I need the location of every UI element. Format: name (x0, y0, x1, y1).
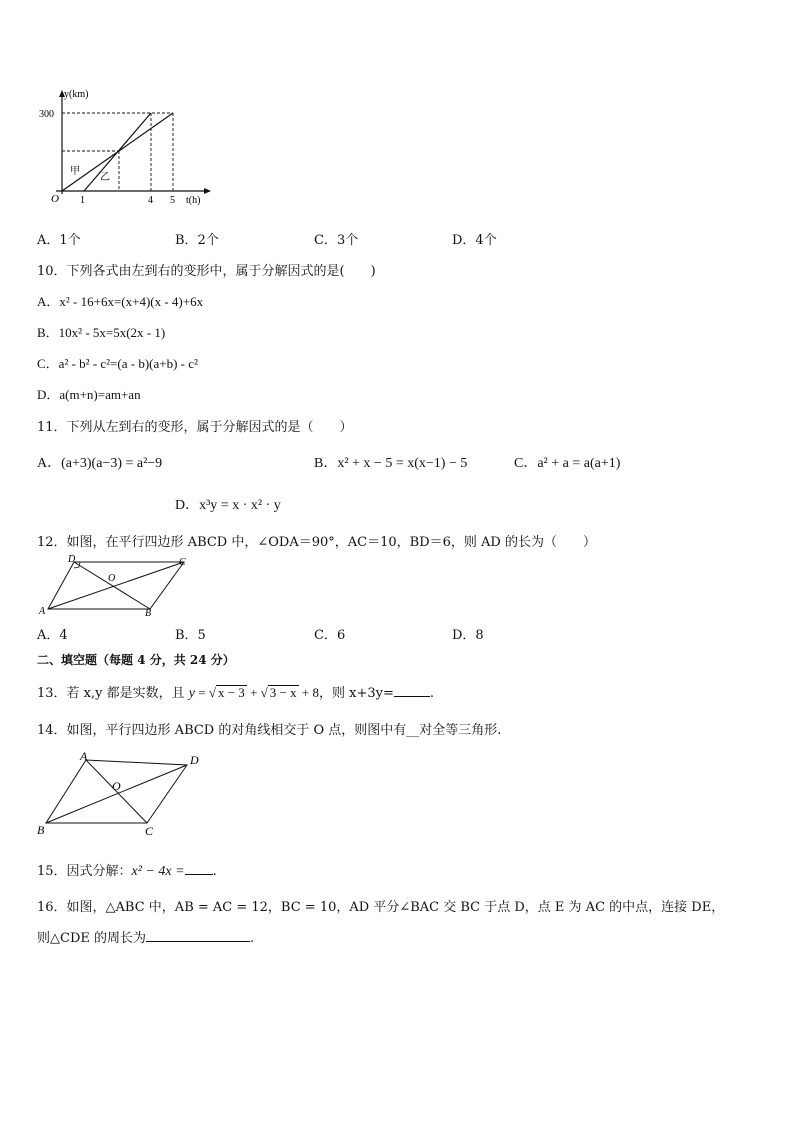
y-tick-300: 300 (39, 109, 54, 120)
line-yi (84, 113, 151, 191)
q12-parallelogram-figure (34, 552, 194, 618)
q11-stem: 11．下列从左到右的变形，属于分解因式的是（ ） (37, 420, 353, 435)
q13: 13．若 x,y 都是实数，且 y = √ x − 3 + √ 3 − x + 8，则 x+3y= . (37, 685, 434, 701)
q10-option-b: B．10x² - 5x=5x(2x - 1) (37, 325, 166, 340)
x-tick-1: 1 (80, 195, 85, 206)
q13-plus: + (246, 685, 261, 700)
q10-option-a: A．x² - 16+6x=(x+4)(x - 4)+6x (37, 294, 204, 309)
q16-line-1: 16．如图，△ABC 中，AB = AC = 12，BC = 10，AD 平分∠BAC 交 BC 于点 D，点 E 为 AC 的中点，连接 DE， (37, 900, 725, 915)
q13-prefix: 13．若 x,y 都是实数，且 (37, 686, 185, 701)
label-jia: 甲 (70, 166, 80, 177)
q9-option-a: A．1个 (37, 233, 81, 248)
q9-option-c: C．3个 (314, 233, 359, 248)
q15-end: . (212, 864, 217, 879)
q9-option-b: B．2个 (175, 233, 219, 248)
q16-answer-blank[interactable] (146, 930, 250, 942)
label-yi: 乙 (100, 172, 110, 183)
q11-option-c: C．a² + a = a(a+1) (514, 456, 621, 471)
distance-time-graph (36, 86, 216, 206)
q12-label-o: O (108, 573, 116, 584)
q12-option-c: C．6 (314, 628, 346, 643)
x-axis-arrow-icon (204, 188, 211, 194)
q9-option-d: D．4个 (452, 233, 497, 248)
q14-label-d: D (190, 753, 199, 767)
q14-text: 14．如图，平行四边形 ABCD 的对角线相交于 O 点，则图中有__对全等三角形. (37, 723, 502, 738)
q14-label-b: B (37, 823, 45, 837)
q12-stem: 12．如图，在平行四边形 ABCD 中，∠ODA＝90°，AC＝10，BD＝6，则 AD 的长为（ ） (37, 535, 596, 550)
q15-prefix: 15．因式分解： (37, 864, 132, 879)
x-tick-5: 5 (170, 195, 175, 206)
q12-label-a: A (39, 606, 46, 617)
q13-y: y (188, 686, 195, 701)
q13-tail: + 8 (298, 685, 319, 700)
q12-option-a: A．4 (37, 628, 68, 643)
q10-option-d: D．a(m+n)=am+an (37, 387, 141, 402)
q16-line-2 (37, 927, 254, 946)
q16-line-2-prefix: 则△CDE 的周长为 (37, 931, 146, 946)
q10-stem: 10．下列各式由左到右的变形中，属于分解因式的是( ) (37, 264, 376, 279)
q10-option-c: C．a² - b² - c²=(a - b)(a+b) - c² (37, 356, 198, 371)
section-2-title: 二、填空题（每题 4 分，共 24 分） (37, 653, 235, 667)
q12-label-d: D (68, 554, 76, 565)
q12-label-c: C (179, 557, 186, 568)
q13-eq: = (194, 685, 209, 700)
q16-end: . (250, 931, 255, 946)
y-axis-label: y(km) (64, 89, 89, 100)
q14-label-a: A (80, 749, 88, 763)
x-axis-label: t(h) (186, 195, 201, 206)
q13-radicand-1: x − 3 (217, 685, 245, 700)
q14-label-o: O (112, 779, 121, 793)
q12-label-b: B (145, 608, 152, 618)
q13-end: . (429, 686, 434, 701)
q11-option-a: A．(a+3)(a−3) = a²−9 (37, 456, 163, 471)
x-tick-4: 4 (148, 195, 153, 206)
q14-label-c: C (145, 824, 154, 838)
q15-answer-blank[interactable] (185, 863, 213, 875)
q12-option-d: D．8 (452, 628, 484, 643)
q15-expr: x² − 4x = (131, 864, 185, 879)
origin-label: O (51, 193, 59, 205)
q11-option-d: D．x³y = x · x² · y (175, 498, 281, 513)
q12-option-b: B．5 (175, 628, 206, 643)
q13-answer-blank[interactable] (394, 685, 430, 697)
q14-parallelogram-figure (34, 748, 210, 840)
q15 (37, 860, 217, 880)
q13-suffix: ，则 x+3y= (318, 686, 394, 701)
q13-radicand-2: 3 − x (269, 685, 297, 700)
q11-option-b: B．x² + x − 5 = x(x−1) − 5 (314, 456, 468, 471)
